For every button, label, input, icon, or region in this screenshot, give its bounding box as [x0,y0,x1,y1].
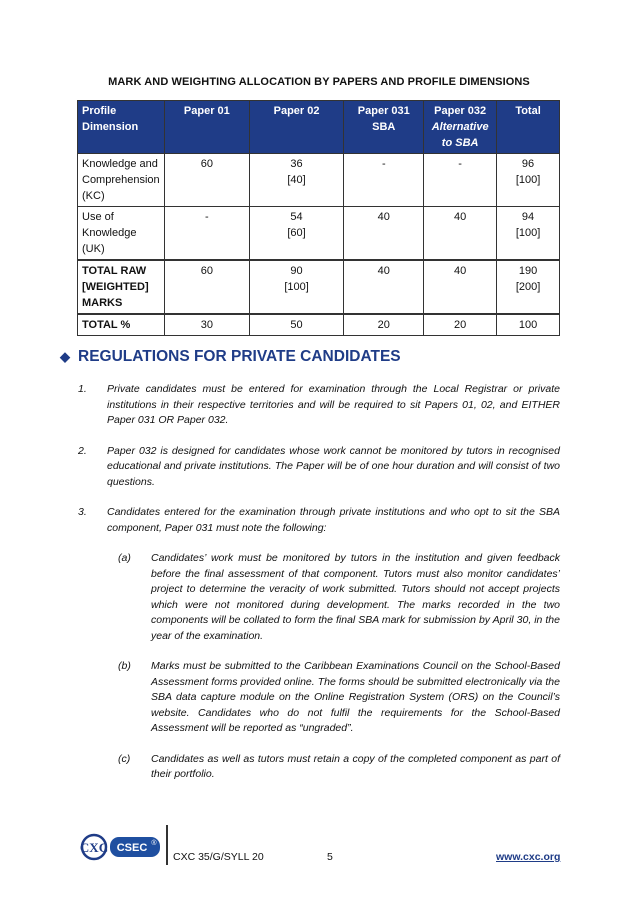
cell-weighted-value: [100] [284,281,309,293]
cell-paper-02 [249,154,344,207]
cell-dimension: Knowledge and Comprehension (KC) [78,154,165,207]
cell-total: 100 [497,314,560,336]
sub-list-item [118,752,560,783]
table-title: MARK AND WEIGHTING ALLOCATION BY PAPERS AND PROFILE DIMENSIONS [108,76,530,88]
diamond-bullet-icon: ◆ [60,349,70,364]
cell-weighted-value: [60] [287,227,306,239]
table-row [78,154,560,207]
cell-paper-02: 50 [249,314,344,336]
header-paper-02: Paper 02 [249,101,344,154]
cell-total [497,207,560,261]
cell-paper-031: 40 [344,207,424,261]
section-heading-text: REGULATIONS FOR PRIVATE CANDIDATES [78,348,401,365]
table-row-total-raw [78,260,560,314]
cell-paper-031: 20 [344,314,424,336]
table-row [78,207,560,261]
cell-paper-031: - [344,154,424,207]
cell-paper-01: 60 [164,260,249,314]
regulations-list [78,382,560,798]
table-header-row [78,101,560,154]
list-item-number: 2. [78,444,87,457]
sub-list [118,551,560,783]
cell-raw-value: 54 [290,211,303,223]
cxc-csec-logo [80,827,164,867]
sub-list-item-letter: (a) [118,552,131,564]
list-item-number: 3. [78,506,87,518]
cell-paper-032: 40 [424,260,497,314]
cell-weighted-value: [100] [515,227,541,239]
list-item-number: 1. [78,383,87,395]
cell-dimension: TOTAL RAW [WEIGHTED] MARKS [78,260,165,314]
list-item [78,505,560,536]
page-number: 5 [327,851,333,863]
cell-paper-032: 40 [424,207,497,261]
logo-csec-text: CSEC [116,842,148,854]
cell-total [497,154,560,207]
header-paper-032-label: Paper 032 [434,105,487,117]
logo-initials: CXC [80,840,109,855]
cell-dimension: Use of Knowledge (UK) [78,207,165,261]
sub-list-item-text: Candidates as well as tutors must retain a copy of the completed component as part of their portfolio. [151,752,560,780]
list-item [78,444,560,491]
table-row-total-percent [78,314,560,336]
list-item-text: Candidates entered for the examination through private institutions and who opt to sit the SBA component, Paper 031 must note the following: [107,506,560,534]
cell-raw-value: 190 [518,265,538,277]
mark-allocation-table [77,100,560,336]
list-item [78,382,560,429]
header-profile-dimension: Profile Dimension [78,101,165,154]
cell-weighted-value: [200] [515,281,541,293]
cell-raw-value: 90 [290,265,303,277]
cell-dimension: TOTAL % [78,314,165,336]
page-footer [0,823,638,873]
footer-divider [166,825,168,865]
cell-paper-031: 40 [344,260,424,314]
cell-paper-032: 20 [424,314,497,336]
cell-paper-02 [249,207,344,261]
sub-list-item [118,551,560,644]
cell-raw-value: 94 [521,211,535,223]
cell-weighted-value: [40] [287,174,306,186]
cell-paper-01: - [164,207,249,261]
sub-list-item [118,659,560,737]
header-paper-032 [424,101,497,154]
header-paper-031: Paper 031 SBA [344,101,424,154]
logo-registered-mark: ® [151,840,157,847]
sub-list-item-text: Candidates’ work must be monitored by tutors in the institution and given feedback before the final assessment of that component. Tutors must also monitor candidates’ project to determine the veracity of work submitted. Tutors should not accept projects which were not monitored during development. The marks recorded in the two components will be collated to form the final SBA mark for submission by April 30, in the year of the examination. [151,552,560,642]
cell-paper-01: 60 [164,154,249,207]
cell-paper-032: - [424,154,497,207]
header-paper-032-subtitle: Alternative to SBA [431,121,489,149]
list-item-text: Private candidates must be entered for examination through the Local Registrar or private institutions in their respective territories and will be required to sit Papers 01, 02, and EITHER Paper 031 OR Paper 032. [107,383,560,426]
cell-weighted-value: [100] [515,174,541,186]
website-link[interactable]: www.cxc.org [496,851,561,863]
cell-raw-value: 36 [290,158,303,170]
list-item-text: Paper 032 is designed for candidates whose work cannot be monitored by tutors in recognised educational and private institutions. The Paper will be of one hour duration and will consist of two questions. [107,444,560,488]
footer-syllabus-code: CXC 35/G/SYLL 20 [173,851,264,863]
cell-raw-value: 96 [521,158,535,170]
cell-paper-01: 30 [164,314,249,336]
section-heading [60,348,401,366]
header-paper-01: Paper 01 [164,101,249,154]
sub-list-item-letter: (c) [118,752,131,765]
header-total: Total [497,101,560,154]
sub-list-item-letter: (b) [118,660,131,672]
cell-paper-02 [249,260,344,314]
cell-total [497,260,560,314]
sub-list-item-text: Marks must be submitted to the Caribbean Examinations Council on the School-Based Assessment forms provided online. The forms should be submitted electronically via the SBA data capture module on the Online Registration System (ORS) on the Council’s website. Candidates who do not fulfil the requirements for the School-Based Assessment will be reported as “ungraded”. [151,660,560,734]
